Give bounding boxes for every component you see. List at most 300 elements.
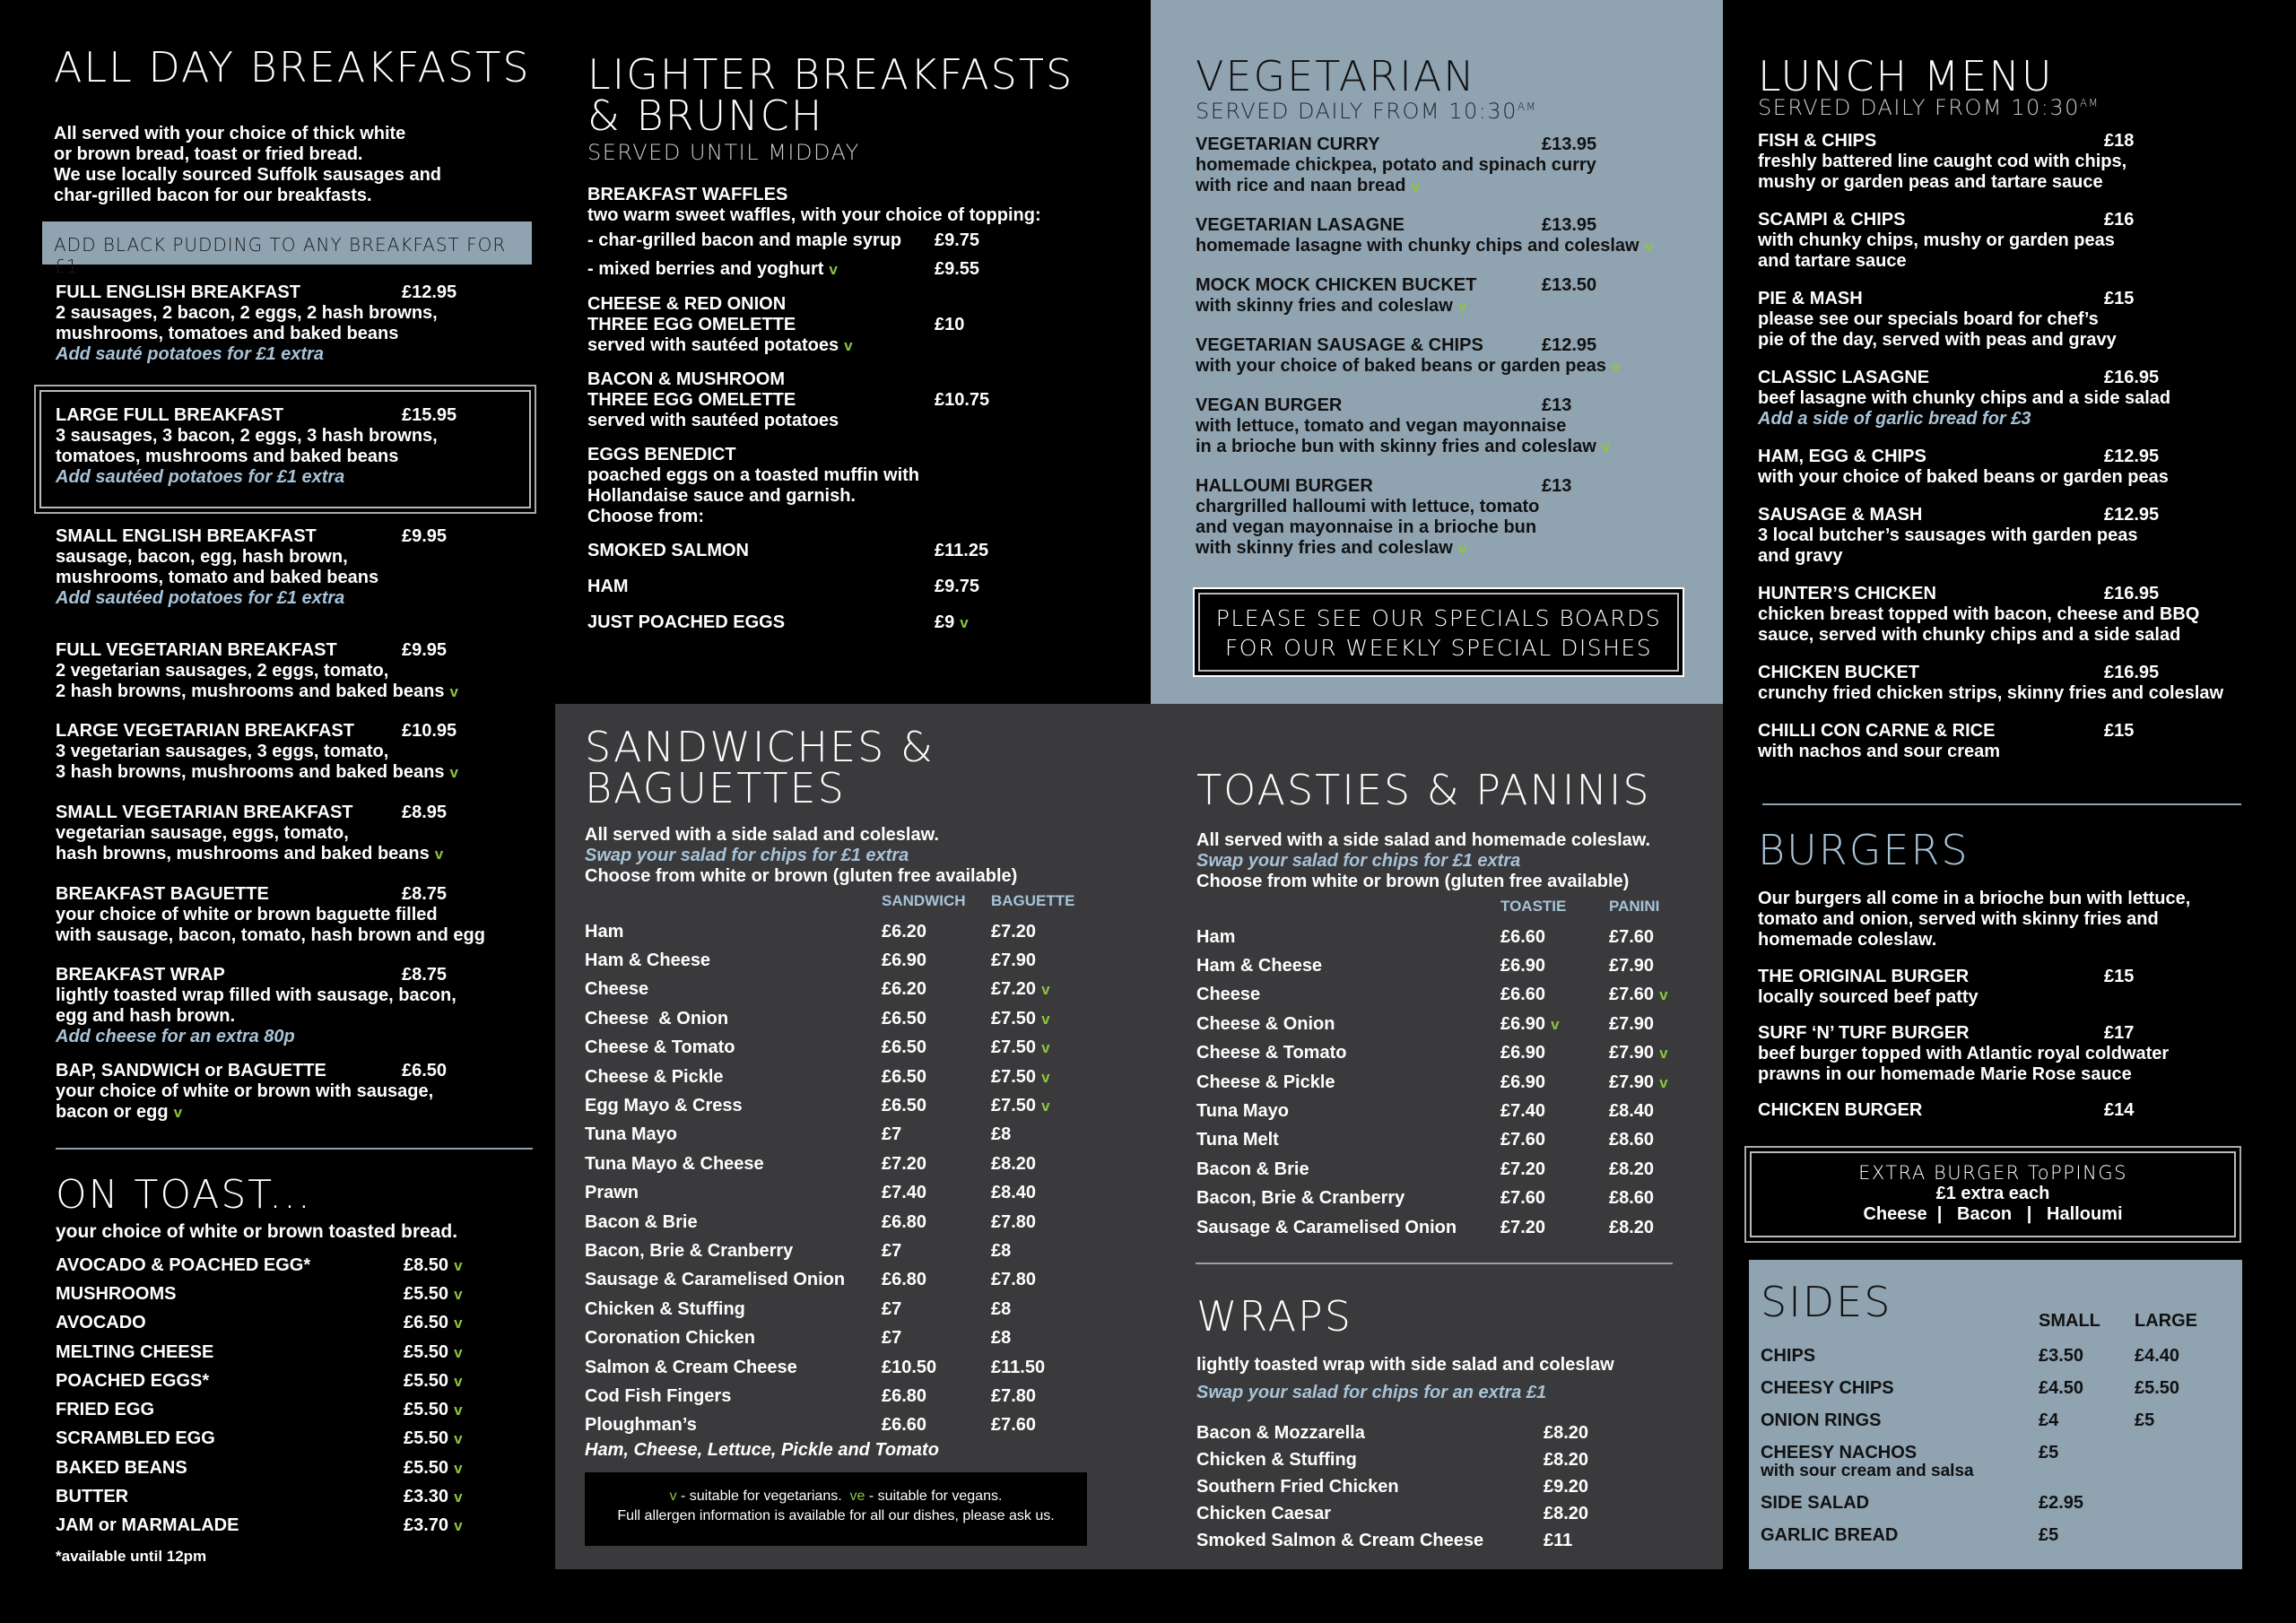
item-name: LARGE FULL BREAKFAST [56,405,284,425]
option-text: - char-grilled bacon and maple syrup [587,230,902,250]
breakfast-item [56,884,540,946]
col-sandwich: SANDWICH [882,892,966,909]
price-text: £7.90 [991,950,1037,971]
option-name: SMOKED SALMON [587,540,749,560]
waffle-options [587,226,1144,283]
table-row [585,1208,1141,1237]
vegetarian-title: VEGETARIAN [1196,52,1476,100]
row-price-1 [882,1124,901,1145]
waffles-item [587,185,1144,283]
veg-mark: v [1041,981,1050,999]
desc-text: and vegan mayonnaise in a brioche bun [1196,517,1537,537]
benedict-options [587,533,1144,640]
row-price-2 [991,950,1036,971]
item-desc: your choice of white or brown with sausage, [56,1081,434,1101]
veg-mark: v [454,1315,463,1332]
omelette-2-desc: served with sautéed potatoes [587,411,839,430]
veg-mark: v [454,1459,463,1477]
veg-mark: v [454,1343,463,1361]
veg-mark: v [1551,1015,1560,1033]
lighter-title-2: & BRUNCH [587,91,824,140]
side-small: £4.50 [2039,1378,2084,1398]
toast-item [56,1338,540,1367]
item-name: LARGE VEGETARIAN BREAKFAST [56,721,354,741]
divider [56,1148,533,1150]
item-price: £13.50 [1542,275,1597,295]
item-desc [1196,296,1716,317]
specials-line-2: FOR OUR WEEKLY SPECIAL DISHES [1224,635,1653,661]
row-price-1 [882,1037,926,1058]
item-name: BREAKFAST BAGUETTE [56,884,269,904]
row-price-1 [1500,1130,1545,1150]
item-price [404,1428,463,1449]
row-price-2 [991,922,1036,942]
option-name [587,230,901,251]
price-text: £6.60 [1500,985,1546,1005]
item-price: £12.95 [402,282,457,302]
row-name: Cheese & Onion [585,1008,729,1028]
waffle-option [587,226,1144,255]
item-name: SMALL VEGETARIAN BREAKFAST [56,803,353,822]
wrap-row [1196,1473,1699,1500]
vegetarian-item [1196,395,1716,457]
table-row [1196,981,1699,1010]
row-name: Egg Mayo & Cress [585,1096,743,1116]
price-text: £5.50 [404,1341,449,1362]
price-text: £7.20 [991,979,1037,1000]
price-text: £7.20 [882,1153,927,1174]
item-note: Add a side of garlic bread for £3 [1758,409,2031,429]
desc-text: in a brioche bun with skinny fries and coleslaw [1196,437,1596,456]
intro-line: Our burgers all come in a brioche bun with lettuce, [1758,889,2191,908]
row-name: Chicken Caesar [1196,1503,1332,1523]
row-price-2 [991,1154,1036,1175]
price-text: £6.90 [1500,1043,1546,1063]
row-price-1 [882,1328,901,1349]
toast-item [56,1280,540,1308]
sandwiches-title-1: SANDWICHES & [585,723,935,771]
side-large: £5.50 [2135,1378,2180,1398]
burgers-title: BURGERS [1758,826,1970,874]
price-text: £8.40 [1609,1101,1655,1122]
side-row [1761,1493,2236,1525]
item-desc [1196,155,1716,176]
price-text: £7.50 [991,1096,1037,1116]
col-toastie: TOASTIE [1500,898,1567,915]
toasties-list [1196,923,1699,1242]
veg-mark: v [960,613,969,631]
price-text: £6.90 [1500,1072,1546,1092]
row-name: Bacon, Brie & Cranberry [585,1240,794,1261]
price-text: £7 [882,1298,902,1319]
row-price-1 [1500,956,1545,976]
toast-item [56,1395,540,1424]
waffle-option [587,255,1144,283]
row-price-2 [991,1270,1036,1290]
veg-mark: v [1659,1045,1668,1063]
price-text: £6.90 [1500,1013,1546,1034]
ontoast-title: ON TOAST... [56,1172,312,1218]
item-desc: mushrooms, tomato and baked beans [56,568,379,587]
intro-line: We use locally sourced Suffolk sausages and [54,165,442,185]
price-text: £7.40 [882,1183,927,1203]
sandwiches-intro: All served with a side salad and coleslaw. [585,825,939,845]
item-name: SCAMPI & CHIPS [1758,210,1906,230]
omelette-2-price: £10.75 [935,390,990,410]
wrap-row [1196,1527,1699,1554]
row-price-1 [882,922,926,942]
row-name: Cheese & Pickle [1196,1072,1335,1092]
veg-mark: v [1457,540,1467,557]
item-price [404,1458,463,1479]
lunch-item [1758,368,2278,430]
row-price-2 [991,1067,1050,1088]
row-price-1 [882,950,926,971]
item-desc: 3 vegetarian sausages, 3 eggs, tomato, [56,742,389,761]
price-text: £8 [991,1328,1012,1349]
row-price-2 [991,1037,1050,1058]
side-row [1761,1443,2236,1493]
table-row [1196,1097,1699,1125]
row-name: Ham [1196,926,1236,947]
intro-line: or brown bread, toast or fried bread. [54,144,363,164]
item-price: £15 [2104,721,2135,741]
toasties-intro: All served with a side salad and homemade coleslaw. [1196,830,1651,850]
item-name: CHICKEN BUCKET [1758,663,1919,682]
table-row [1196,1010,1699,1038]
sandwiches-swap: Swap your salad for chips for £1 extra [585,846,909,865]
vegetarian-item [1196,476,1716,559]
row-price-1 [882,1358,936,1378]
item-desc: with sausage, bacon, tomato, hash brown and egg [56,925,485,945]
option-name: JUST POACHED EGGS [587,612,786,632]
item-desc: your choice of white or brown baguette filled [56,905,438,924]
item-price: £12.95 [1542,335,1597,355]
row-price-2 [991,1124,1011,1145]
price-text: £8.60 [1609,1130,1655,1150]
intro-line: All served with your choice of thick white [54,124,406,143]
item-desc: lightly toasted wrap filled with sausage, bacon, [56,985,457,1005]
lighter-section [587,50,1144,640]
row-price-2 [1609,1159,1654,1180]
row-price-2 [991,1096,1050,1116]
table-row [585,1063,1141,1091]
table-row [585,1411,1141,1440]
toast-item [56,1309,540,1338]
row-name: Tuna Mayo & Cheese [585,1153,764,1174]
price-text: £8 [991,1240,1012,1261]
item-name: SAUSAGE & MASH [1758,505,1923,525]
row-price-1 [882,1241,901,1262]
option-name [587,259,838,280]
row-price-2 [1609,985,1668,1005]
side-row [1761,1346,2236,1378]
row-price-1 [882,1415,926,1436]
sandwiches-choose: Choose from white or brown (gluten free available) [585,866,1018,886]
side-small: £2.95 [2039,1493,2084,1513]
item-price: £12.95 [2104,505,2160,525]
item-desc: tomatoes, mushrooms and baked beans [56,447,399,466]
desc-text: homemade chickpea, potato and spinach curry [1196,155,1596,175]
row-name: Prawn [585,1183,639,1203]
item-price: £15 [2104,967,2135,986]
breakfast-item [56,965,540,1047]
row-price-2 [1609,927,1654,948]
item-desc: with your choice of baked beans or garden peas [1758,467,2169,487]
row-name: Tuna Mayo [1196,1101,1289,1122]
item-price: £9.95 [402,526,448,546]
benedict-option [587,604,1144,640]
item-price [404,1284,463,1305]
item-name: AVOCADO [56,1313,146,1333]
omelette-2 [587,369,1144,431]
row-name: Bacon & Mozzarella [1196,1422,1365,1443]
item-price: £6.50 [402,1061,448,1081]
row-price-2 [991,1358,1045,1378]
wraps-intro: lightly toasted wrap with side salad and coleslaw [1196,1355,1614,1375]
wrap-row [1196,1446,1699,1473]
sides-col-large: LARGE [2135,1311,2197,1331]
veg-mark: v [454,1430,463,1448]
breakfast-item [56,721,540,783]
item-price: £16.95 [2104,663,2160,682]
price-text: £7.60 [1609,985,1655,1005]
table-row [585,976,1141,1004]
row-name: Cheese [585,979,649,1000]
item-price: £9.95 [402,640,448,660]
item-price: £16 [2104,210,2135,230]
table-row [585,917,1141,946]
item-desc [1196,497,1716,517]
item-price: £13.95 [1542,135,1597,154]
price-text: £8 [991,1124,1012,1145]
lunch-section [1758,52,2278,779]
item-desc: sausage, bacon, egg, hash brown, [56,547,348,567]
row-name: Bacon & Brie [1196,1159,1309,1179]
benedict-item [587,445,1144,640]
item-desc: and tartare sauce [1758,251,1907,271]
toasties-swap: Swap your salad for chips for £1 extra [1196,851,1521,871]
burger-item [1758,1023,2278,1085]
table-row [585,1150,1141,1178]
ontoast-section [56,1172,540,1566]
burgers-section [1758,826,2278,1136]
lunch-item [1758,131,2278,193]
price-text: £7.20 [1500,1217,1546,1237]
item-desc [1196,538,1716,559]
row-name: Salmon & Cream Cheese [585,1357,797,1377]
row-price-2 [1609,1218,1654,1238]
row-price-1 [882,1386,926,1407]
item-name: MOCK MOCK CHICKEN BUCKET [1196,275,1477,295]
desc-line: Choose from: [587,507,704,526]
desc-text: with skinny fries and coleslaw [1196,296,1453,316]
breakfasts-intro [54,124,538,206]
row-price-2 [991,1183,1036,1203]
item-name: CHICKEN BURGER [1758,1100,1923,1120]
vegetarian-subtitle: SERVED DAILY FROM $10:30^{AM}$ [1196,99,1537,124]
price-text: £8.20 [991,1153,1037,1174]
item-desc [1196,236,1716,256]
desc-text: hash browns, mushrooms and baked beans [56,844,430,864]
table-row [585,1121,1141,1150]
row-name: Tuna Mayo [585,1124,677,1145]
row-name: Ploughman’s [585,1415,697,1436]
specials-line-1: PLEASE SEE OUR SPECIALS BOARDS [1215,605,1662,631]
wraps-swap: Swap your salad for chips for an extra £1 [1196,1383,1547,1402]
lunch-item [1758,505,2278,567]
price-text: £8.50 [404,1254,449,1275]
omelette-2-line2: THREE EGG OMELETTE [587,390,796,410]
item-name: POACHED EGGS* [56,1370,210,1391]
desc-text: bacon or egg [56,1102,169,1122]
sandwiches-section [585,723,1141,1461]
item-name: FISH & CHIPS [1758,131,1877,151]
item-desc: beef burger topped with Atlantic royal coldwater [1758,1044,2170,1063]
item-name: CHILLI CON CARNE & RICE [1758,721,1996,741]
row-price-1 [1500,927,1545,948]
row-price-2 [991,1328,1011,1349]
divider [1196,1263,1673,1264]
item-note: Add sautéed potatoes for £1 extra [56,588,345,608]
side-row [1761,1525,2236,1558]
price-text: £7.60 [991,1415,1037,1436]
veg-mark: v [1659,986,1668,1004]
row-name: Ham [585,921,624,942]
ontoast-subtitle: your choice of white or brown toasted bread. [56,1221,458,1242]
row-name: Chicken & Stuffing [1196,1449,1357,1470]
omelette-1-desc: served with sautéed potatoes v [587,335,853,355]
price-text: £6.80 [882,1270,927,1290]
item-name: BREAKFAST WRAP [56,965,225,985]
wrap-row [1196,1500,1699,1527]
item-price: £8.75 [402,884,448,904]
veg-mark: v [829,260,838,278]
price-text: £5.50 [404,1457,449,1478]
item-desc: crunchy fried chicken strips, skinny fries and coleslaw [1758,683,2224,703]
veg-mark: v [1041,1010,1050,1028]
breakfasts-section [54,43,538,206]
table-row [585,1179,1141,1208]
veg-mark: v [449,683,458,700]
price-text: £7.40 [1500,1101,1546,1122]
price-text: £6.60 [1500,926,1546,947]
veg-mark: v [454,1402,463,1419]
item-desc [1196,176,1716,196]
toppings-title: EXTRA BURGER ToPPINGS [1858,1162,2127,1184]
row-price-1 [1500,1159,1545,1180]
burger-item [1758,967,2278,1008]
wraps-list [1196,1419,1699,1554]
price-text: £9 [935,612,955,632]
row-name: Smoked Salmon & Cream Cheese [1196,1530,1484,1550]
row-name: Chicken & Stuffing [585,1298,745,1319]
item-name: HALLOUMI BURGER [1196,476,1373,496]
price-text: £7.60 [1500,1188,1546,1209]
desc-text: with rice and naan bread [1196,176,1406,195]
sandwiches-title-2: BAGUETTES [585,764,846,812]
ontoast-list [56,1251,540,1541]
price-text: £6.60 [882,1415,927,1436]
item-name: VEGETARIAN LASAGNE [1196,215,1405,235]
row-price-1 [882,1212,926,1233]
item-name: FULL ENGLISH BREAKFAST [56,282,300,302]
lunch-subtitle: SERVED DAILY FROM $10:30^{AM}$ [1758,95,2100,120]
veg-mark: v [454,1517,463,1535]
row-price-1 [1500,1101,1545,1122]
price-text: £6.50 [882,1037,927,1058]
row-name: Tuna Melt [1196,1130,1279,1150]
item-desc: 2 sausages, 2 bacon, 2 eggs, 2 hash browns, [56,303,438,323]
option-price [935,577,979,597]
item-price: £16.95 [2104,584,2160,603]
item-price: £16.95 [2104,368,2160,387]
veg-mark: v [1041,1039,1050,1057]
table-row [1196,1155,1699,1184]
omelette-1-line2: THREE EGG OMELETTE [587,315,796,334]
lighter-title-1: LIGHTER BREAKFASTS [587,50,1074,99]
table-row [585,1353,1141,1382]
veg-mark: v [1644,238,1654,255]
toasties-title: TOASTIES & PANINIS [1196,766,1651,814]
price-text: £7.80 [991,1270,1037,1290]
price-text: £7.60 [1500,1130,1546,1150]
row-name: Ham & Cheese [1196,956,1323,976]
row-price-2 [991,1212,1036,1233]
row-price-2 [991,1009,1050,1029]
row-name: Cheese & Onion [1196,1013,1335,1034]
veg-mark: v [1041,1068,1050,1086]
burgers-list [1758,967,2278,1121]
item-desc: pie of the day, served with peas and gravy [1758,330,2117,350]
table-row [1196,1068,1699,1097]
veg-mark: v [449,764,458,781]
item-price [404,1313,463,1333]
row-price-2 [1609,1072,1668,1093]
toast-item [56,1482,540,1511]
side-name: GARLIC BREAD [1761,1525,1899,1545]
price-text: £8.20 [1609,1159,1655,1179]
price-text: £6.20 [882,921,927,942]
side-row [1761,1378,2236,1410]
wraps-title: WRAPS [1196,1292,1352,1341]
item-desc: egg and hash brown. [56,1006,236,1026]
burgers-intro [1758,889,2278,950]
price-text: £7.90 [1609,1043,1655,1063]
price-text: £10.50 [882,1357,937,1377]
lunch-item [1758,584,2278,646]
option-name: HAM [587,576,629,596]
col-baguette: BAGUETTE [991,892,1075,909]
price-text: £7.50 [991,1037,1037,1058]
side-large: £5 [2135,1410,2155,1430]
item-price: £18 [2104,131,2135,151]
lunch-item [1758,210,2278,272]
price-text: £6.20 [882,979,927,1000]
side-name: SIDE SALAD [1761,1493,1870,1513]
item-note: Add cheese for an extra 80p [56,1027,295,1046]
item-price: £15 [2104,289,2135,308]
toppings-list: Cheese | Bacon | Halloumi [1863,1204,2123,1224]
item-desc: mushrooms, tomatoes and baked beans [56,324,399,343]
lunch-item [1758,663,2278,704]
side-name: CHIPS [1761,1346,1816,1366]
legend-line-1: v - suitable for vegetarians. ve - suitable for vegans. [669,1488,1003,1504]
item-desc: sauce, served with chunky chips and a side salad [1758,625,2181,645]
desc-text: with lettuce, tomato and vegan mayonnaise [1196,416,1567,436]
item-name: BUTTER [56,1487,129,1507]
side-row [1761,1410,2236,1443]
